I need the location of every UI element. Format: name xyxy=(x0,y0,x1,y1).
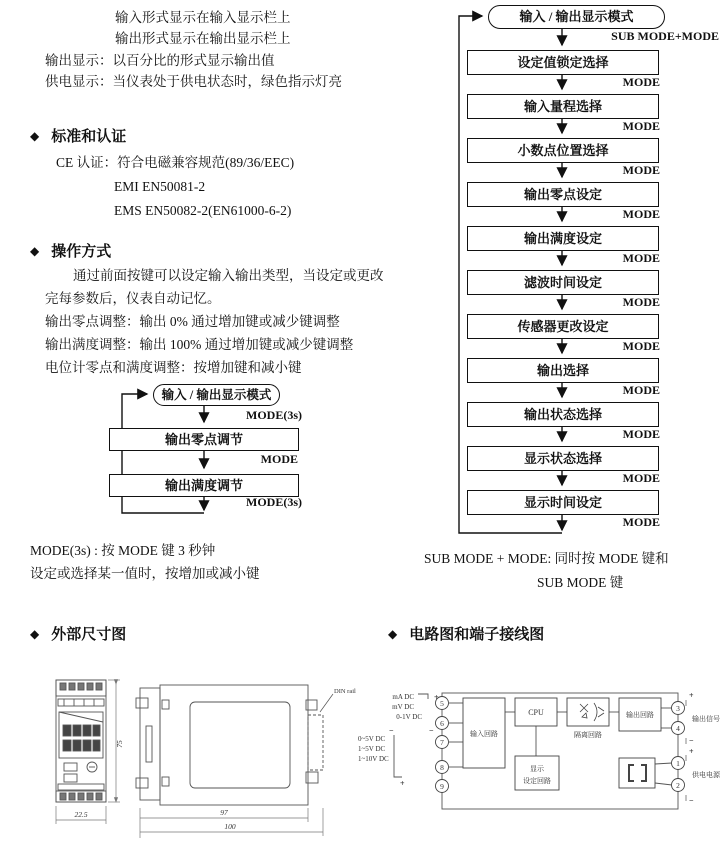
operation-line-3: 电位计零点和满度调整：按增加键和减小键 xyxy=(45,360,302,375)
flow-box-display-time: 显示时间设定 xyxy=(467,490,659,515)
standards-line-2: EMI EN50081-2 xyxy=(114,179,206,194)
polarity-minus: − xyxy=(389,726,394,735)
dimensions-section-title xyxy=(30,626,126,644)
flow-arrow-label: SUB MODE+MODE xyxy=(611,29,719,43)
transformer-icon xyxy=(629,765,634,781)
polarity-plus: + xyxy=(434,693,439,702)
polarity-minus: − xyxy=(689,736,694,745)
input-0-5v-label: 0~5V DC xyxy=(358,735,386,743)
operation-section-title xyxy=(30,243,111,261)
polarity-plus: + xyxy=(689,747,694,756)
polarity-minus: − xyxy=(429,726,434,735)
input-1-10v-label: 1~10V DC xyxy=(358,755,389,763)
left-flow-note-2: 设定或选择某一值时，按增加或减小键 xyxy=(30,566,260,581)
diamond-bullet: ◆ xyxy=(388,627,398,641)
terminal-number: 4 xyxy=(676,724,680,733)
input-mv-label: mV DC xyxy=(392,703,414,711)
isolation-circuit-label: 隔离回路 xyxy=(574,731,602,739)
terminal-number: 8 xyxy=(440,763,444,772)
depth-inner-dimension-label: 97 xyxy=(220,808,228,817)
intro-line-1: 输入形式显示在输入显示栏上 xyxy=(115,10,291,25)
flow-box-output-zero: 输出零点调节 xyxy=(109,428,299,451)
flow-arrow-label: MODE xyxy=(260,452,298,466)
din-rail-label: DIN rail xyxy=(334,688,356,695)
circuit-block-labels xyxy=(470,708,654,785)
flow-box-input-range: 输入量程选择 xyxy=(467,94,659,119)
circuit-diagram xyxy=(356,683,724,845)
flow-box-output-span: 输出满度调节 xyxy=(109,474,299,497)
terminal-number: 7 xyxy=(440,738,444,747)
flow-arrow-label: MODE xyxy=(622,251,660,265)
display-circuit-label-1: 显示 xyxy=(530,765,544,773)
flow-box-output-state: 输出状态选择 xyxy=(467,402,659,427)
output-circuit-label: 输出回路 xyxy=(626,711,654,719)
circuit-input-labels xyxy=(358,693,439,788)
standards-line-3: EMS EN50082-2(EN61000-6-2) xyxy=(114,203,292,218)
flow-arrow-label: MODE xyxy=(622,427,660,441)
flow-arrow-label: MODE xyxy=(622,163,660,177)
dimension-drawing xyxy=(40,670,370,848)
cpu-label: CPU xyxy=(528,708,544,717)
right-flow-note-2: SUB MODE 键 xyxy=(537,575,624,590)
power-supply-label: 供电电源 xyxy=(692,771,720,779)
side-view xyxy=(136,685,333,805)
depth-total-dimension-label: 100 xyxy=(224,822,236,831)
operation-line-2: 输出满度调整：输出 100% 通过增加键或减少键调整 xyxy=(45,337,354,352)
circuit-section-title xyxy=(388,626,544,644)
standards-line-1: CE 认证：符合电磁兼容规范(89/36/EEC) xyxy=(56,155,295,170)
flow-arrow-label: MODE xyxy=(622,515,660,529)
left-flow-note-1: MODE(3s) : 按 MODE 键 3 秒钟 xyxy=(30,543,216,558)
output-adjust-flowchart xyxy=(60,384,360,520)
flow-arrow-label: MODE xyxy=(622,339,660,353)
intro-line-4: 供电显示：当仪表处于供电状态时，绿色指示灯亮 xyxy=(45,74,342,89)
flow-arrow-label: MODE xyxy=(622,471,660,485)
diamond-bullet: ◆ xyxy=(30,129,40,143)
flow-arrow-label: MODE xyxy=(622,295,660,309)
flow-start-display-mode: 输入 / 输出显示模式 xyxy=(153,384,280,406)
terminal-number: 5 xyxy=(440,699,444,708)
intro-line-2: 输出形式显示在输出显示栏上 xyxy=(115,31,291,46)
terminal-number: 2 xyxy=(676,781,680,790)
diamond-bullet: ◆ xyxy=(30,244,40,258)
polarity-plus: + xyxy=(689,691,694,700)
polarity-plus: + xyxy=(400,779,405,788)
front-view xyxy=(56,680,106,802)
operation-para-2: 完每参数后，仪表自动记忆。 xyxy=(45,291,221,306)
display-circuit-label-2: 设定回路 xyxy=(523,777,551,785)
optocoupler-icon xyxy=(580,704,588,718)
output-signal-label: 输出信号 xyxy=(692,715,720,723)
flow-box-filter-time: 滤波时间设定 xyxy=(467,270,659,295)
intro-line-3: 输出显示：以百分比的形式显示输出值 xyxy=(45,53,275,68)
right-flow-note-1: SUB MODE + MODE: 同时按 MODE 键和 xyxy=(424,551,669,566)
flow-arrow-label: MODE xyxy=(622,207,660,221)
circuit-output-labels xyxy=(689,691,721,805)
setting-menu-flowchart xyxy=(425,5,723,540)
terminal-number: 3 xyxy=(676,704,680,713)
flow-arrow-label: MODE(3s) xyxy=(246,408,302,422)
height-dimension-label: 75 xyxy=(115,740,124,748)
flow-box-output-select: 输出选择 xyxy=(467,358,659,383)
flow-arrow-label: MODE xyxy=(622,75,660,89)
standards-title-text: 标准和认证 xyxy=(51,129,127,145)
circuit-title-text: 电路图和端子接线图 xyxy=(409,627,545,643)
operation-title-text: 操作方式 xyxy=(51,244,112,260)
polarity-minus: − xyxy=(689,796,694,805)
flow-box-output-zero-set: 输出零点设定 xyxy=(467,182,659,207)
input-0-1v-label: 0-1V DC xyxy=(396,713,422,721)
dimensions-title-text: 外部尺寸图 xyxy=(51,627,127,643)
flow-arrow-label: MODE xyxy=(622,119,660,133)
flow-arrow-label: MODE xyxy=(622,383,660,397)
diamond-bullet: ◆ xyxy=(30,627,40,641)
flow-start-display-mode: 输入 / 输出显示模式 xyxy=(488,5,665,29)
input-1-5v-label: 1~5V DC xyxy=(358,745,386,753)
input-ma-label: mA DC xyxy=(392,693,414,701)
flow-arrow-label: MODE(3s) xyxy=(246,495,302,509)
operation-line-1: 输出零点调整：输出 0% 通过增加键或减少键调整 xyxy=(45,314,340,329)
flow-box-sensor-change: 传感器更改设定 xyxy=(467,314,659,339)
standards-section-title xyxy=(30,128,126,146)
flow-box-display-state: 显示状态选择 xyxy=(467,446,659,471)
terminal-number: 6 xyxy=(440,719,444,728)
flow-box-decimal-point: 小数点位置选择 xyxy=(467,138,659,163)
input-circuit-label: 输入回路 xyxy=(470,730,498,738)
flow-box-output-span-set: 输出满度设定 xyxy=(467,226,659,251)
flow-box-setpoint-lock: 设定值锁定选择 xyxy=(467,50,659,75)
terminal-number: 9 xyxy=(440,782,444,791)
width-dimension-label: 22.5 xyxy=(74,810,88,819)
terminal-number: 1 xyxy=(676,759,680,768)
operation-para-1: 通过前面按键可以设定输入输出类型，当设定或更改 xyxy=(73,268,384,283)
